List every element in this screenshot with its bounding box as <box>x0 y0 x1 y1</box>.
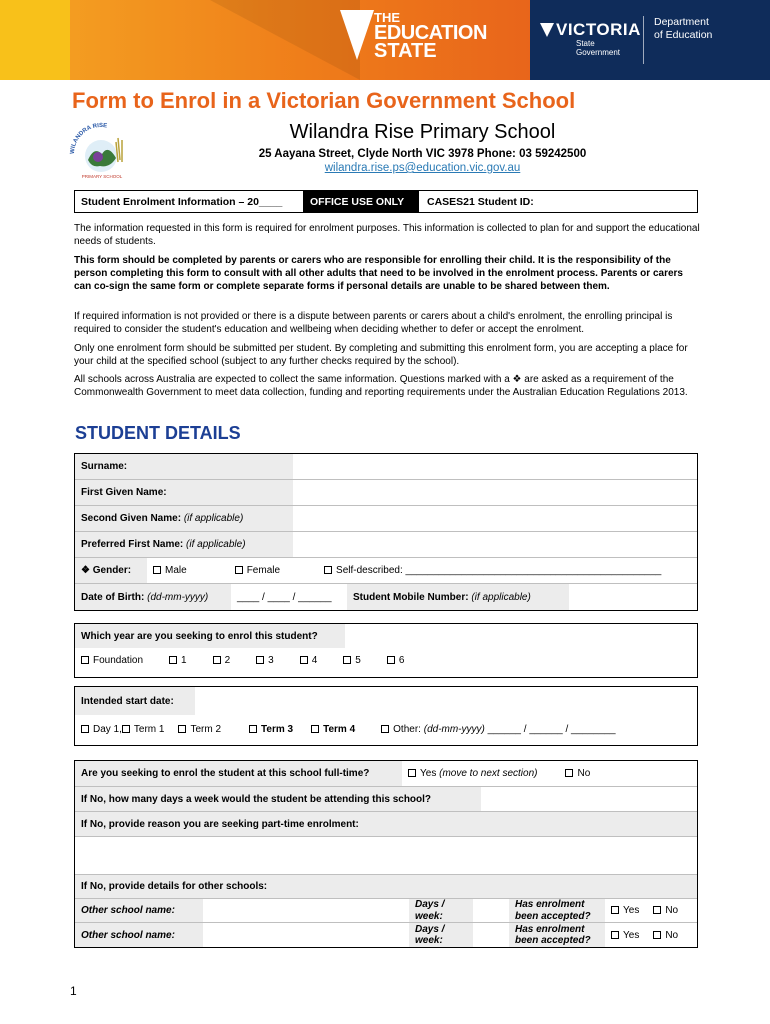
year-option-text: 2 <box>224 654 231 666</box>
checkbox-icon <box>178 725 186 733</box>
start-other-note: (dd-mm-yyyy) <box>423 723 485 735</box>
days-week-label <box>409 899 473 922</box>
logo-text-education: EDUCATION <box>374 22 487 44</box>
start-term4-option[interactable] <box>311 724 355 735</box>
part-time-reason-input[interactable] <box>75 837 697 874</box>
checkbox-icon <box>213 656 221 664</box>
checkbox-icon <box>169 656 177 664</box>
checkbox-icon <box>653 931 661 939</box>
school-name: Wilandra Rise Primary School <box>289 121 556 143</box>
second-name-row <box>75 506 697 532</box>
intro-paragraph-4: Only one enrolment form should be submitted per student. By completing and submitting this enrolment form, you are accepting a place for your child at the specified school (subject to any further checks required by the school). <box>74 343 688 367</box>
gender-options <box>147 558 697 583</box>
full-time-box <box>74 760 698 948</box>
checkbox-icon <box>611 931 619 939</box>
checkbox-icon <box>81 656 89 664</box>
victoria-logo <box>540 20 641 58</box>
full-time-no-text: No <box>577 768 591 779</box>
checkbox-icon <box>565 769 573 777</box>
mobile-input[interactable] <box>569 584 697 610</box>
gender-label: ❖ Gender: <box>75 558 147 583</box>
full-time-yes-text: Yes <box>420 768 437 779</box>
days-per-week-question: If No, how many days a week would the student be attending this school? <box>75 787 481 811</box>
accepted-yes-option[interactable] <box>611 930 639 941</box>
section-title-student-details: STUDENT DETAILS <box>75 423 241 443</box>
reason-input-row <box>75 837 697 875</box>
office-use-label: OFFICE USE ONLY <box>304 191 419 212</box>
surname-label: Surname: <box>75 454 293 479</box>
intro-paragraph-3: If required information is not provided or there is a dispute between parents or carers about a child's enrolment, the enrolling principal is required to consider the student's education and wellbeing when deciding whether to defer or accept the enrolment. <box>74 311 673 335</box>
dob-input[interactable]: ____ / ____ / ______ <box>237 591 332 603</box>
year-option-text: 1 <box>181 654 187 666</box>
days-week-input[interactable] <box>473 923 509 947</box>
victoria-state-text: State <box>576 39 595 48</box>
second-name-note: (if applicable) <box>183 513 244 524</box>
cases21-id-field[interactable]: CASES21 Student ID: <box>427 196 534 208</box>
checkbox-icon <box>324 566 332 574</box>
accepted-options <box>605 923 697 947</box>
victoria-text: VICTORIA <box>556 20 641 39</box>
first-name-input[interactable] <box>293 480 697 505</box>
start-date-options-row <box>75 715 697 743</box>
days-week-input[interactable] <box>473 899 509 922</box>
preferred-name-row <box>75 532 697 558</box>
start-day1-option[interactable] <box>81 724 122 735</box>
other-school-name-text: Other school name: <box>81 905 175 916</box>
start-other-text: Other: <box>393 723 421 735</box>
mobile-text: Student Mobile Number: <box>353 591 469 603</box>
accepted-options <box>605 899 697 922</box>
start-term1-text: Term 1 <box>133 723 165 735</box>
other-school-row-1 <box>75 899 697 923</box>
accepted-text: Has enrolment been accepted? <box>515 899 591 922</box>
other-schools-label: If No, provide details for other schools: <box>75 875 697 898</box>
intro-paragraph-5: All schools across Australia are expected to collect the same information. Questions marked with a ❖ are asked as a requirement of the Commonwealth Government to meet data collection, funding and reporting requirements under the Australian Education Regulations 2013. <box>74 374 688 398</box>
other-school-name-input[interactable] <box>203 923 409 947</box>
start-term4-text: Term 4 <box>323 723 356 735</box>
gender-self-described-text: Self-described: ______________________________________________ <box>336 565 662 576</box>
accepted-no-text: No <box>665 929 679 941</box>
start-term2-option[interactable] <box>178 724 221 735</box>
accepted-yes-option[interactable] <box>611 905 639 916</box>
dob-text: Date of Birth: <box>81 591 145 603</box>
accepted-label <box>509 899 605 922</box>
full-time-no-option[interactable] <box>565 768 590 779</box>
banner-yellow-strip <box>0 0 70 80</box>
start-day1-text: Day 1, <box>93 723 122 735</box>
checkbox-icon <box>611 906 619 914</box>
start-other-option[interactable] <box>381 724 615 735</box>
full-time-row <box>75 761 697 787</box>
second-name-label <box>75 506 293 531</box>
dob-note: (dd-mm-yyyy) <box>147 591 209 603</box>
year-options-row <box>75 648 697 672</box>
enrolment-info-bar <box>74 190 698 213</box>
days-week-text: Days / week: <box>415 923 445 946</box>
checkbox-icon <box>235 566 243 574</box>
enrolment-year-field[interactable]: Student Enrolment Information – 20____ <box>75 191 304 212</box>
start-date-box <box>74 686 698 746</box>
checkbox-icon <box>387 656 395 664</box>
header-banner <box>0 0 770 80</box>
year-question-row <box>75 624 697 648</box>
year-question-label: Which year are you seeking to enrol this student? <box>75 624 345 648</box>
gender-male-option[interactable] <box>153 565 187 576</box>
checkbox-icon <box>653 906 661 914</box>
year-option-text: 3 <box>268 654 274 666</box>
department-label <box>643 16 712 64</box>
accepted-no-option[interactable] <box>653 905 678 916</box>
svg-text:WILANDRA RISE: WILANDRA RISE <box>69 122 108 155</box>
logo-text-state: STATE <box>374 40 437 62</box>
other-school-name-label <box>75 899 203 922</box>
year-option-foundation[interactable] <box>81 655 143 666</box>
logo-text-the: THE <box>374 10 400 25</box>
preferred-name-label <box>75 532 293 557</box>
mobile-label <box>347 584 569 610</box>
days-week-label <box>409 923 473 947</box>
checkbox-icon <box>122 725 130 733</box>
accepted-text: Has enrolment been accepted? <box>515 923 591 946</box>
intro-paragraph-2: This form should be completed by parents or carers who are responsible for enrolling their child. It is the responsibility of the person completing this form to consult with all other adults that need to be involved in the enrolment process. Parents or carers can co-sign the same form or complete separate forms if personal details are unable to be shared between them. <box>74 255 683 292</box>
other-school-name-text: Other school name: <box>81 929 175 941</box>
accepted-yes-text: Yes <box>623 905 640 916</box>
year-options <box>75 648 428 672</box>
gender-male-text: Male <box>165 565 187 576</box>
gender-female-option[interactable] <box>235 565 280 576</box>
full-time-yes-note: (move to next section) <box>439 768 538 779</box>
preferred-name-input[interactable] <box>293 532 697 557</box>
checkbox-icon <box>408 769 416 777</box>
checkbox-icon <box>311 725 319 733</box>
other-school-name-label <box>75 923 203 947</box>
second-name-input[interactable] <box>293 506 697 531</box>
accepted-no-option[interactable] <box>653 930 678 941</box>
year-option-text: 5 <box>355 654 361 666</box>
start-date-label-row <box>75 687 697 715</box>
intro-paragraph-1: The information requested in this form is required for enrolment purposes. This information is collected to plan for and support the educational needs of students. <box>74 223 700 247</box>
school-email-link[interactable]: wilandra.rise.ps@education.vic.gov.au <box>324 162 521 174</box>
surname-row <box>75 454 697 480</box>
victoria-v-icon <box>540 23 554 37</box>
checkbox-icon <box>381 725 389 733</box>
victoria-government-text: Government <box>576 47 621 57</box>
days-per-week-row <box>75 787 697 812</box>
checkbox-icon <box>81 725 89 733</box>
school-address: 25 Aayana Street, Clyde North VIC 3978 Phone: 03 59242500 <box>258 148 587 160</box>
start-term1-option[interactable] <box>122 724 165 735</box>
start-term3-text: Term 3 <box>261 723 294 735</box>
department-line-1: Department <box>654 16 709 28</box>
preferred-name-text: Preferred First Name: <box>81 539 184 550</box>
days-week-text: Days / week: <box>415 899 445 922</box>
accepted-yes-text: Yes <box>623 929 640 941</box>
second-name-text: Second Given Name: <box>81 513 182 524</box>
full-time-options <box>402 761 697 786</box>
year-option-5[interactable] <box>343 655 361 666</box>
form-title: Form to Enrol in a Victorian Government School <box>72 88 576 113</box>
year-option-2[interactable] <box>213 655 231 666</box>
days-per-week-input[interactable] <box>481 787 697 811</box>
checkbox-icon <box>343 656 351 664</box>
gender-self-described-option[interactable] <box>324 565 661 576</box>
first-name-row <box>75 480 697 506</box>
checkbox-icon <box>256 656 264 664</box>
year-option-1[interactable] <box>169 655 187 666</box>
part-time-reason-label: If No, provide reason you are seeking part-time enrolment: <box>75 812 697 836</box>
start-date-label: Intended start date: <box>75 687 195 715</box>
preferred-name-note: (if applicable) <box>186 539 246 550</box>
department-line-2: of Education <box>654 29 713 42</box>
full-time-question: Are you seeking to enrol the student at this school full-time? <box>75 761 402 786</box>
gender-row <box>75 558 697 584</box>
first-name-label: First Given Name: <box>75 480 293 505</box>
reason-label-row <box>75 812 697 837</box>
year-option-3[interactable] <box>256 655 274 666</box>
banner-wedge <box>210 0 360 80</box>
start-term3-option[interactable] <box>249 724 293 735</box>
page-number: 1 <box>70 984 77 998</box>
checkbox-icon <box>249 725 257 733</box>
accepted-no-text: No <box>665 905 679 916</box>
year-option-6[interactable] <box>387 655 405 666</box>
full-time-yes-option[interactable] <box>408 768 537 779</box>
checkbox-icon <box>300 656 308 664</box>
other-schools-label-row <box>75 875 697 899</box>
dob-row <box>75 584 697 610</box>
surname-input[interactable] <box>293 454 697 479</box>
svg-text:PRIMARY SCHOOL: PRIMARY SCHOOL <box>81 174 123 179</box>
accepted-label <box>509 923 605 947</box>
dob-label <box>75 584 231 610</box>
other-school-row-2 <box>75 923 697 947</box>
other-school-name-input[interactable] <box>203 899 409 922</box>
student-details-box <box>74 453 698 611</box>
year-option-text: 4 <box>311 654 318 666</box>
checkbox-icon <box>153 566 161 574</box>
year-option-text: Foundation <box>93 654 144 666</box>
start-other-blank: ______ / ______ / ________ <box>487 723 616 735</box>
gender-female-text: Female <box>246 565 281 576</box>
year-option-4[interactable] <box>300 655 318 666</box>
start-date-options <box>75 715 622 743</box>
start-term2-text: Term 2 <box>190 723 222 735</box>
year-option-text: 6 <box>398 654 405 666</box>
mobile-note: (if applicable) <box>471 591 531 603</box>
year-level-box <box>74 623 698 678</box>
